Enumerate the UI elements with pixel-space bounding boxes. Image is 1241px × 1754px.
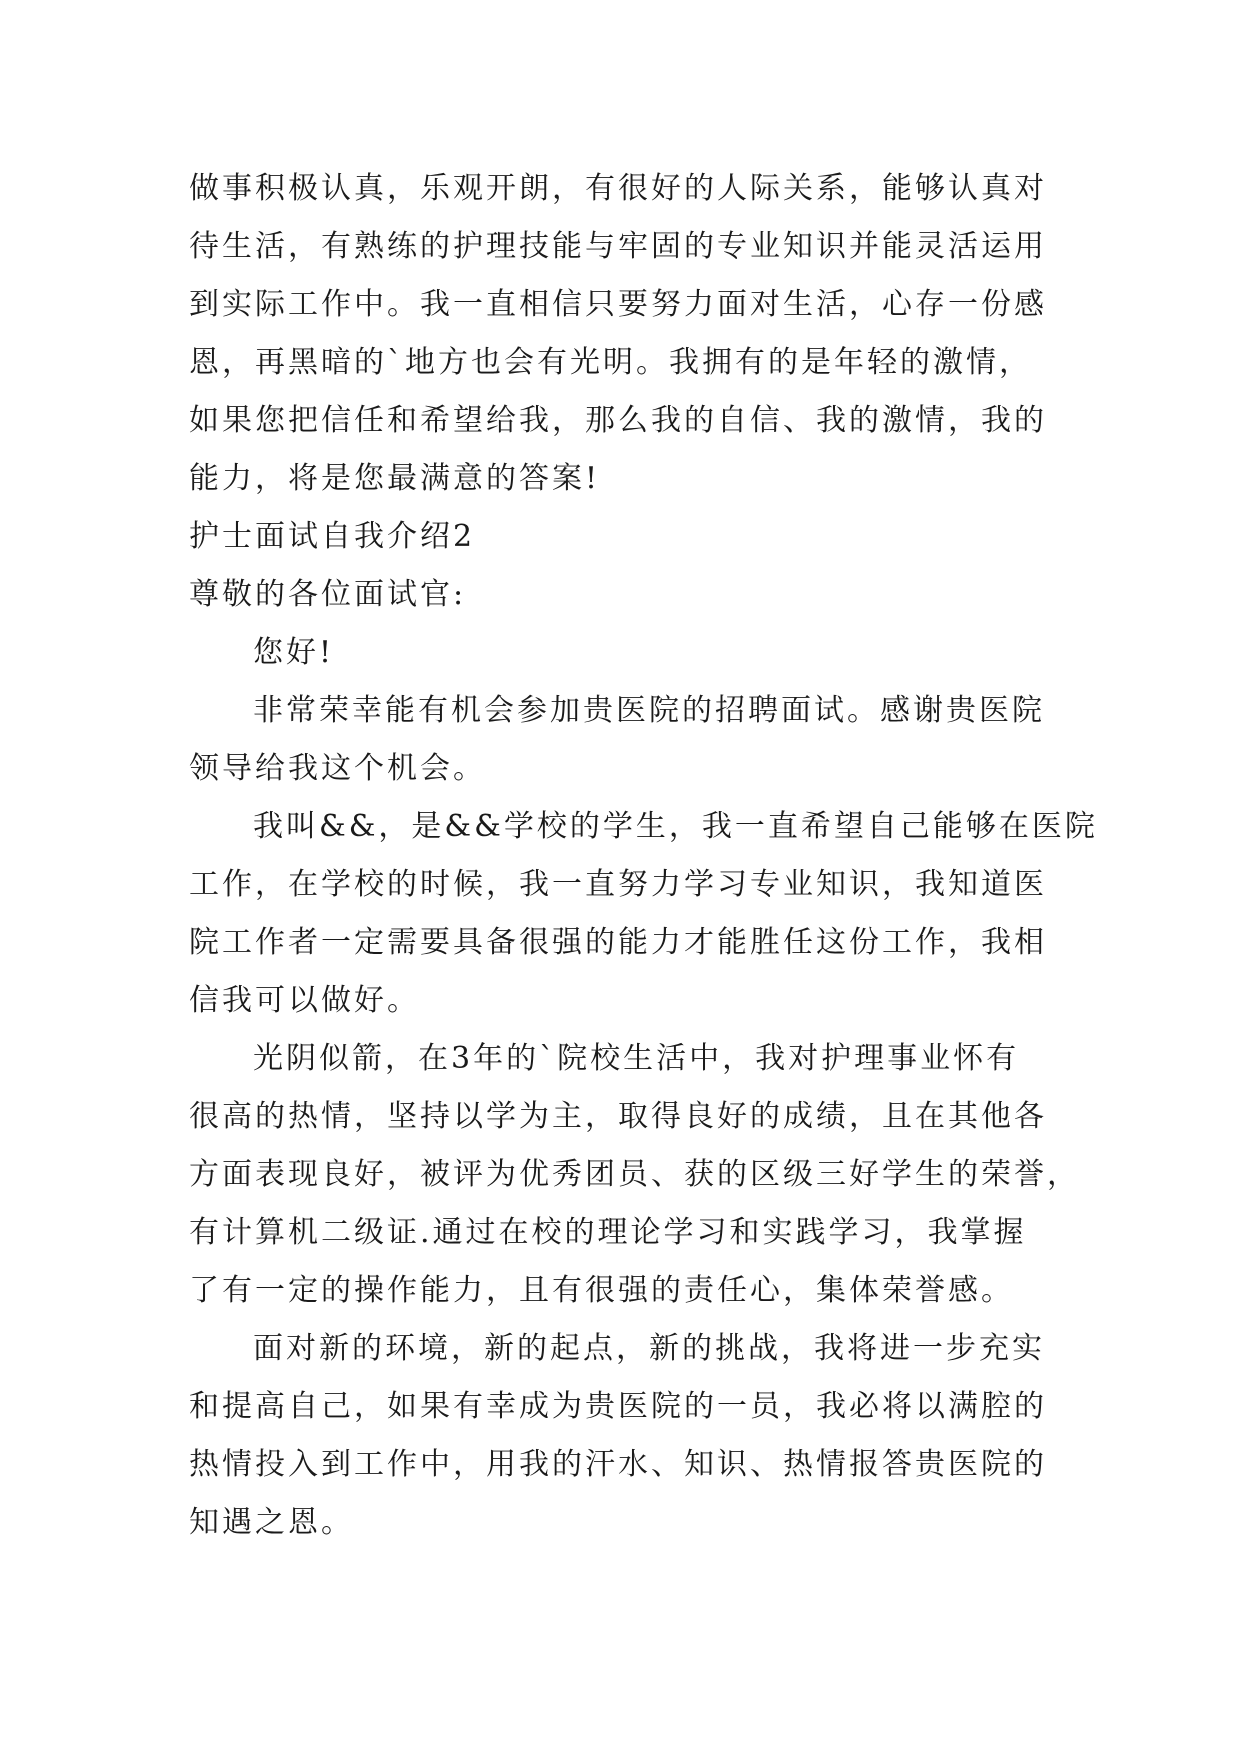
body-line: 非常荣幸能有机会参加贵医院的招聘面试。感谢贵医院 [253, 693, 1045, 728]
section-heading: 护士面试自我介绍2 [189, 519, 476, 554]
document-body [189, 160, 1098, 1552]
body-line: 做事积极认真，乐观开朗，有很好的人际关系，能够认真对 [189, 171, 1047, 206]
body-line: 了有一定的操作能力，且有很强的责任心，集体荣誉感。 [189, 1273, 1014, 1308]
salutation: 尊敬的各位面试官: [189, 577, 467, 612]
body-line: 知遇之恩。 [189, 1505, 354, 1540]
body-line: 能力，将是您最满意的答案! [189, 461, 601, 496]
body-line: 很高的热情，坚持以学为主，取得良好的成绩，且在其他各 [189, 1099, 1047, 1134]
body-line: 光阴似箭，在3年的`院校生活中，我对护理事业怀有 [253, 1041, 1020, 1076]
body-line: 热情投入到工作中，用我的汗水、知识、热情报答贵医院的 [189, 1447, 1047, 1482]
body-line: 院工作者一定需要具备很强的能力才能胜任这份工作，我相 [189, 925, 1047, 960]
body-line: 到实际工作中。我一直相信只要努力面对生活，心存一份感 [189, 287, 1047, 322]
body-line: 恩，再黑暗的`地方也会有光明。我拥有的是年轻的激情， [189, 345, 1032, 380]
body-line: 待生活，有熟练的护理技能与牢固的专业知识并能灵活运用 [189, 229, 1047, 264]
body-line: 面对新的环境，新的起点，新的挑战，我将进一步充实 [253, 1331, 1045, 1366]
body-line: 有计算机二级证.通过在校的理论学习和实践学习，我掌握 [189, 1215, 1027, 1250]
body-line: 如果您把信任和希望给我，那么我的自信、我的激情，我的 [189, 403, 1047, 438]
greeting: 您好! [253, 635, 335, 670]
body-line: 领导给我这个机会。 [189, 751, 486, 786]
body-line: 方面表现良好，被评为优秀团员、获的区级三好学生的荣誉， [189, 1157, 1080, 1192]
body-line: 和提高自己，如果有幸成为贵医院的一员，我必将以满腔的 [189, 1389, 1047, 1424]
body-line: 工作，在学校的时候，我一直努力学习专业知识，我知道医 [189, 867, 1047, 902]
body-line: 我叫&&，是&&学校的学生，我一直希望自己能够在医院 [253, 809, 1098, 844]
body-line: 信我可以做好。 [189, 983, 420, 1018]
